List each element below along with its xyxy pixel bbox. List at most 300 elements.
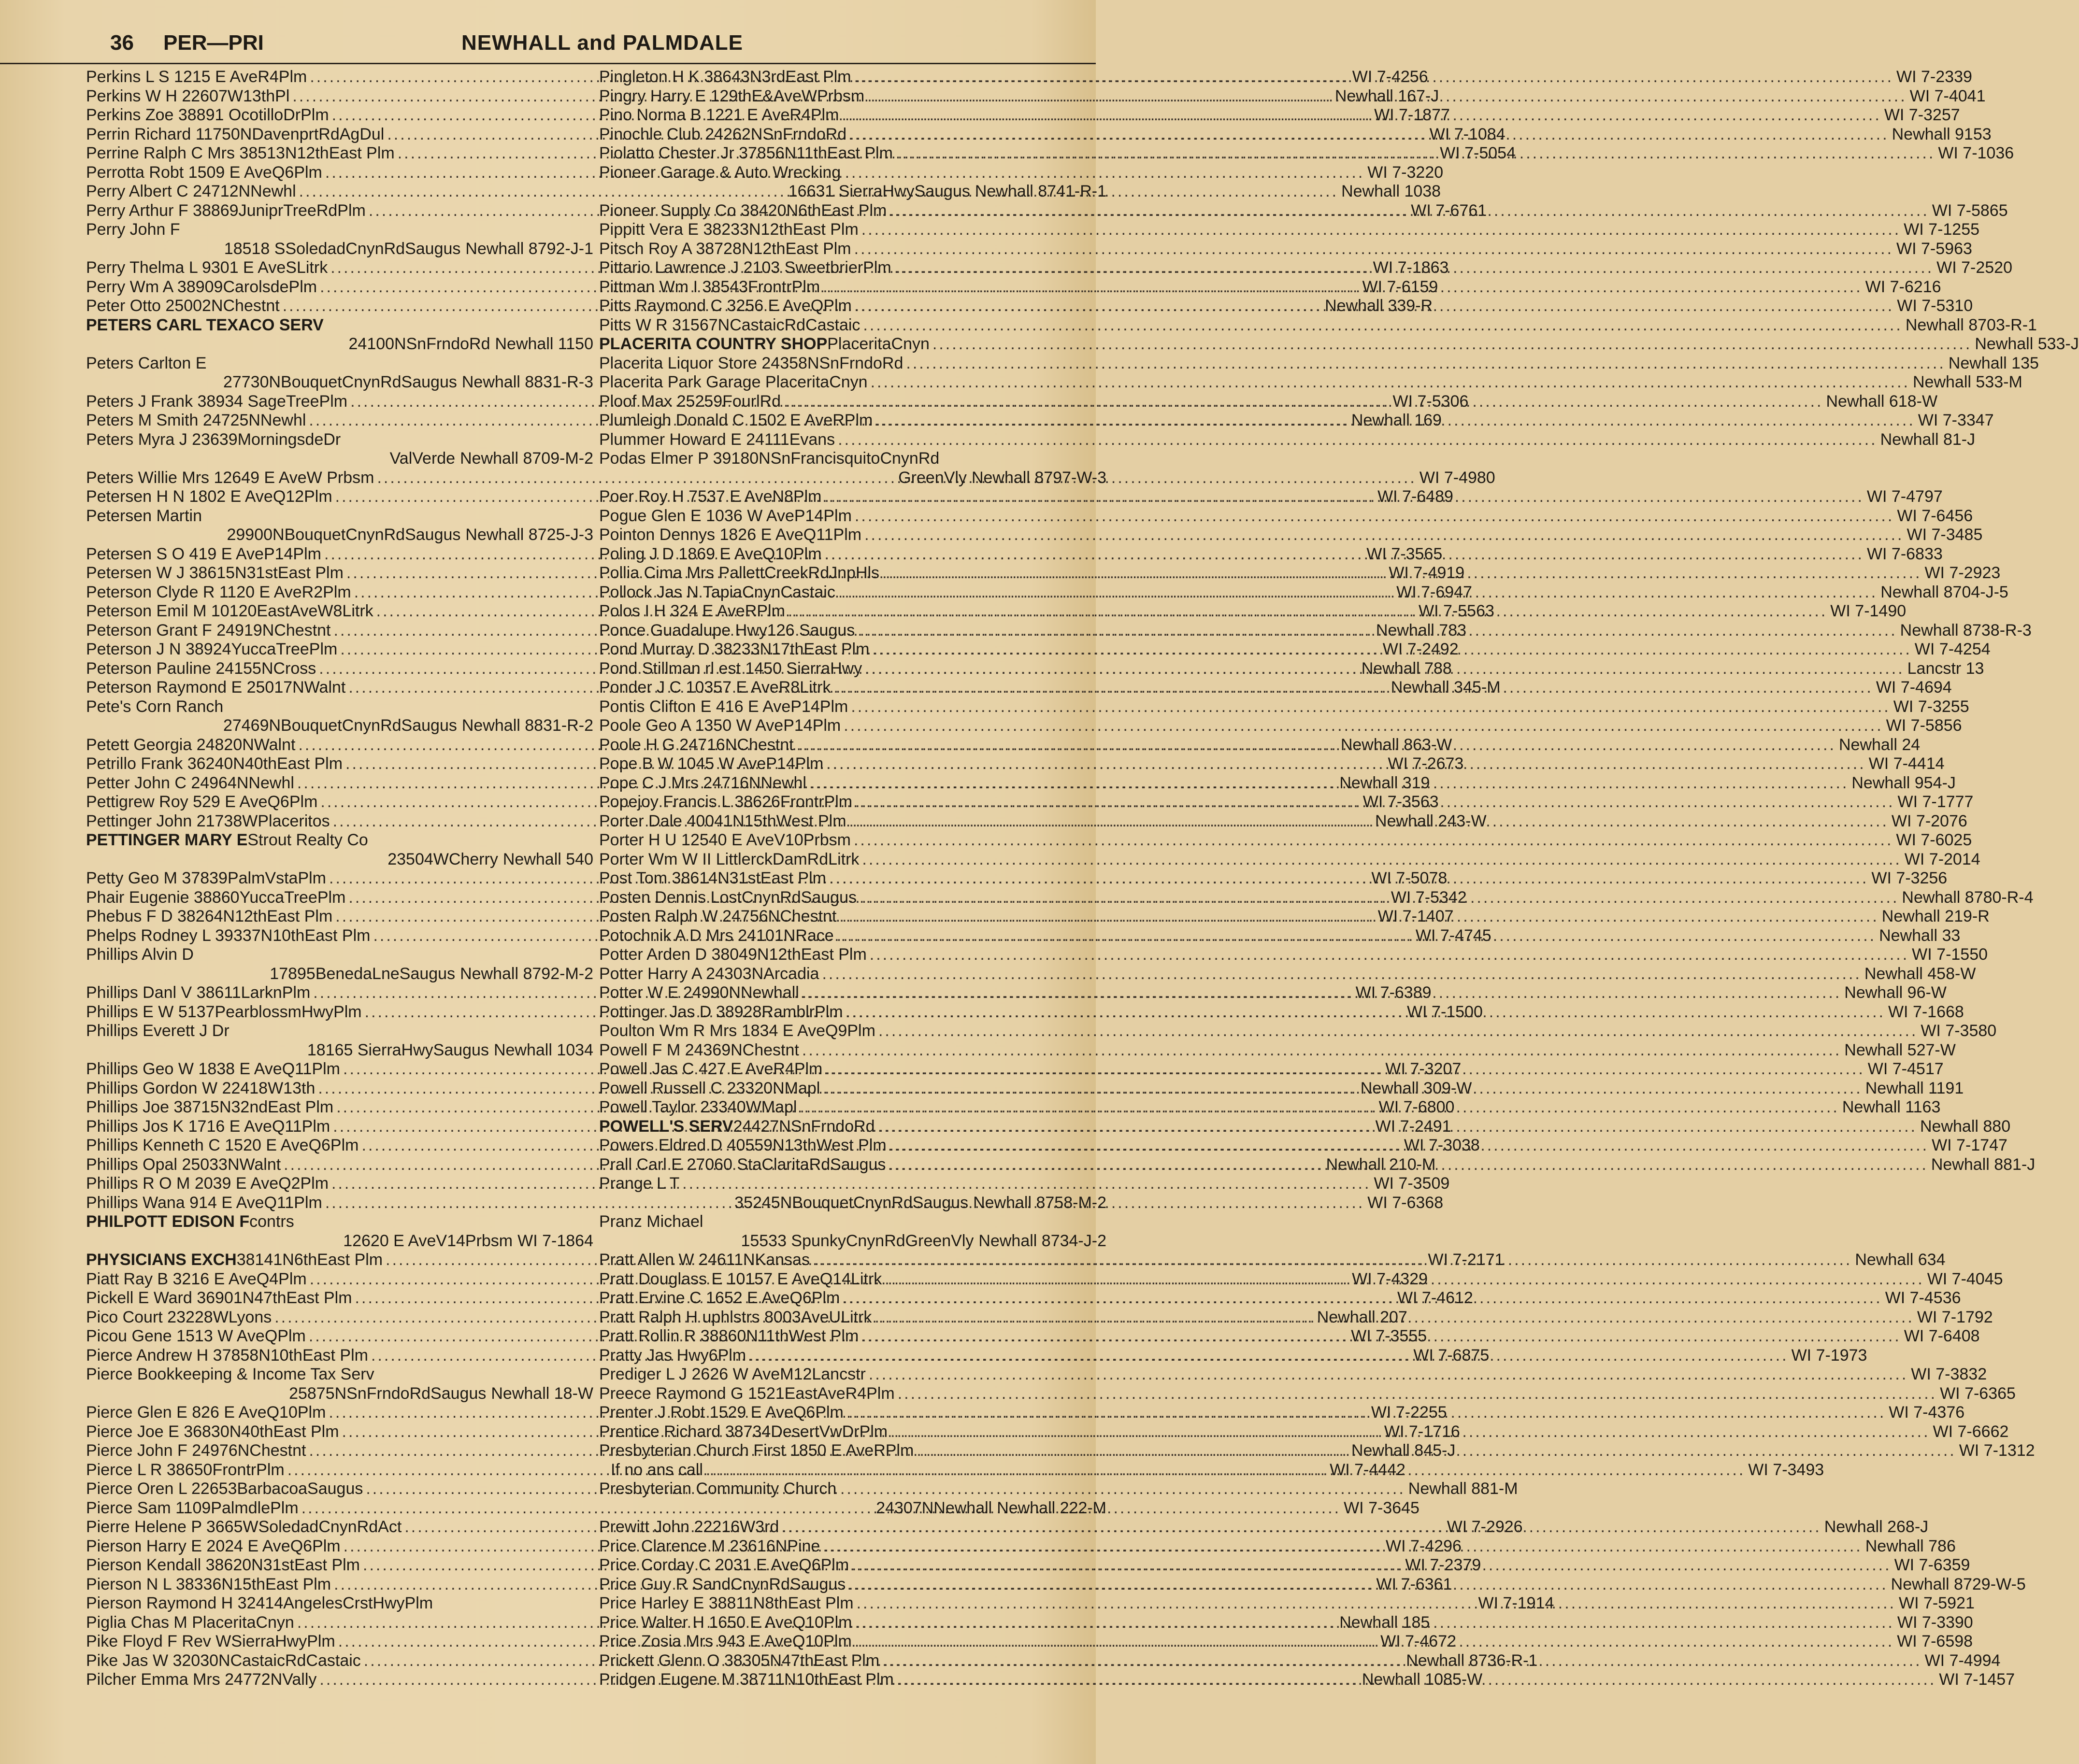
- listing-phone: WI 7-4536: [1885, 1289, 1961, 1307]
- listing-line: [599, 315, 2037, 335]
- listing-phone: Newhall 8725-J-3: [465, 526, 593, 544]
- listing-line: [599, 220, 1980, 240]
- leader-dots: [825, 1060, 1864, 1079]
- listing-entry: [599, 239, 1972, 259]
- listing-phone: WI 7-6025: [1896, 831, 1972, 849]
- listing-name: Pingleton H K 38643N3rdEast Plm: [599, 68, 851, 86]
- listing-line: [599, 964, 1976, 984]
- listing-name: Peters Willie Mrs 12649 E AveW Prbsm: [86, 468, 374, 487]
- listing-phone: Newhall 135: [1948, 354, 2039, 372]
- listing-phone: Newhall 9153: [1892, 125, 1992, 143]
- listing-line: [599, 430, 1976, 450]
- leader-dots: [848, 1575, 1888, 1594]
- listing-phone: Newhall 339-R: [1325, 297, 1433, 315]
- leader-dots: [862, 850, 1901, 869]
- listing-name: Pierce Joe E 36830N40thEast Plm: [86, 1422, 339, 1441]
- leader-dots: [855, 297, 1894, 316]
- listing-line: [599, 850, 1980, 869]
- leader-dots: [864, 526, 1904, 545]
- leader-dots: [854, 240, 1893, 259]
- listing-phone: WI 7-6761: [1411, 201, 1487, 220]
- listing-entry: [599, 831, 1972, 850]
- listing-phone: Newhall 8741-R-1: [975, 182, 1106, 200]
- listing-name: Phillips Wana 914 E AveQ11Plm: [86, 1193, 322, 1212]
- listing-phone: WI 7-6456: [1897, 506, 1973, 525]
- listing-phone: Newhall 8738-R-3: [1900, 621, 2032, 640]
- listing-line: [599, 373, 2022, 392]
- listing-entry: [599, 850, 1980, 869]
- listing-phone: WI 7-4045: [1927, 1269, 2003, 1288]
- listing-name: Pierce Oren L 22653BarbacoaSaugus: [86, 1479, 363, 1498]
- listing-phone: WI 7-4414: [1868, 754, 1945, 773]
- leader-dots: [854, 831, 1893, 850]
- listing-name: Pope B W 1045 W AveP14Plm: [599, 754, 824, 773]
- listing-entry: [86, 945, 593, 983]
- listing-phone: Newhall 786: [1865, 1536, 1956, 1555]
- listing-continuation: [599, 1499, 1106, 1518]
- leader-dots: [932, 335, 1972, 354]
- listing-name: Prediger L J 2626 W AveM12Lancstr: [599, 1365, 866, 1383]
- listing-name: Phillips Danl V 38611LarknPlm: [86, 983, 311, 1002]
- listing-phone: Newhall 309-W: [1360, 1079, 1472, 1097]
- listing-continuation: [86, 716, 593, 736]
- listing-name: Pittman Wm I 38543FrontrPlm: [599, 277, 820, 296]
- listing-address: 24100NSnFrndoRd: [348, 335, 490, 353]
- listing-name: Pete's Corn Ranch: [86, 697, 224, 716]
- listing-name: Pratt Ervine C 1652 E AveQ6Plm: [599, 1289, 840, 1307]
- listing-name: Podas Elmer P 39180NSnFrancisquitoCnynRd: [599, 449, 940, 468]
- listing-phone: WI 7-5078: [1371, 869, 1448, 887]
- listing-name: Pino Norma B 1221 E AveR4Plm: [599, 106, 839, 124]
- listing-phone: Newhall 533-M: [1913, 373, 2022, 391]
- listing-entry: [599, 964, 1976, 984]
- listing-phone: WI 7-1500: [1407, 1002, 1483, 1021]
- listing-name: Pike Floyd F Rev WSierraHwyPlm: [86, 1632, 335, 1650]
- listing-line: [599, 526, 1983, 545]
- listing-name: Pettinger John 21738WPlaceritos: [86, 811, 330, 830]
- listing-phone: Newhall 634: [1855, 1251, 1946, 1269]
- listing-phone: WI 7-4919: [1389, 564, 1465, 582]
- listing-phone: WI 7-4745: [1415, 926, 1491, 945]
- listing-phone: WI 7-1550: [1912, 945, 1988, 964]
- listing-name: Peter Otto 25002NChestnt: [86, 297, 280, 315]
- listing-name: Prall Carl E 27060 StaClaritaRdSaugus: [599, 1155, 886, 1174]
- listing-name: Perrotta Robt 1509 E AveQ6Plm: [86, 163, 322, 182]
- leader-dots: [851, 697, 1890, 717]
- listing-line: [599, 1212, 1106, 1232]
- listing-name: Peterson J N 38924YuccaTreePlm: [86, 640, 338, 658]
- listing-name: Post Tom 38614N31stEast Plm: [599, 869, 826, 887]
- listing-phone: Newhall 1150: [495, 335, 593, 353]
- listing-name: Phillips Everett J Dr: [86, 1022, 229, 1040]
- listing-phone: WI 7-3509: [1374, 1174, 1450, 1193]
- listing-entry: [599, 335, 2079, 354]
- leader-dots: [885, 1270, 1924, 1289]
- listing-address: 23504WCherry: [387, 850, 498, 868]
- listing-name: Ponce Guadalupe Hwy126 Saugus: [599, 621, 855, 640]
- listing-entry: [599, 449, 1106, 487]
- listing-phone: Newhall 1163: [1842, 1098, 1941, 1116]
- listing-name: Peterson Raymond E 25017NWalnt: [86, 678, 346, 697]
- listing-phone: WI 7-1716: [1384, 1422, 1460, 1441]
- listing-entry: [599, 354, 2039, 373]
- listing-name: Pierson Raymond H 32414AngelesCrstHwyPlm: [86, 1594, 433, 1612]
- listing-entry: [86, 316, 593, 354]
- listing-continuation: [86, 240, 593, 259]
- leader-dots: [890, 1423, 1930, 1442]
- listing-name: PETTINGER MARY E: [86, 831, 248, 849]
- listing-phone: WI 7-4612: [1397, 1289, 1473, 1307]
- listing-phone: WI 7-2379: [1405, 1556, 1481, 1574]
- listing-phone: Newhall 8703-R-1: [1905, 315, 2037, 334]
- listing-address: ValVerde: [389, 449, 456, 468]
- listing-entry: [599, 526, 1983, 545]
- leader-dots: [797, 736, 1836, 755]
- listing-phone: WI 7-1777: [1897, 793, 1974, 811]
- listing-name: Ponder J C 10357 E AveR8Litrk: [599, 678, 831, 697]
- listing-phone: Newhall 8780-R-4: [1902, 888, 2034, 907]
- listing-phone: WI 7-1457: [1939, 1670, 2015, 1689]
- listing-continuation: [86, 526, 593, 545]
- listing-line: [599, 506, 1973, 526]
- listing-phone: WI 7-3220: [1367, 163, 1444, 182]
- listing-line: [599, 716, 1962, 736]
- listing-name: PHYSICIANS EXCH: [86, 1251, 237, 1269]
- listing-name: Poole Geo A 1350 W AveP14Plm: [599, 716, 841, 735]
- listing-line: [599, 697, 1969, 717]
- listing-phone: WI 7-4254: [1914, 640, 1991, 658]
- listing-name: Phillips Joe 38715N32ndEast Plm: [86, 1098, 334, 1116]
- listing-address: 17895BenedaLneSaugus: [270, 964, 456, 983]
- listing-line: [599, 335, 2079, 354]
- listing-name: Pratt Ralph H uphlstrs 8003AveULitrk: [599, 1308, 872, 1326]
- listing-continuation: [599, 1232, 1106, 1251]
- listing-line: [599, 239, 1972, 259]
- listing-phone: WI 7-1973: [1791, 1346, 1867, 1365]
- leader-dots: [861, 220, 1901, 240]
- listing-address: 15533 SpunkyCnynRdGreenVly: [741, 1231, 974, 1250]
- listing-phone: Newhall 8729-W-5: [1891, 1575, 2026, 1593]
- listing-phone: Newhall 954-J: [1851, 773, 1956, 792]
- listing-name: Potter Arden D 38049N12thEast Plm: [599, 945, 867, 964]
- leader-dots: [870, 945, 1909, 965]
- listing-name: POWELL'S SERV: [599, 1117, 733, 1136]
- listing-name: Pingry Harry E 129thE&AveWPrbsm: [599, 86, 865, 105]
- listing-name: Phillips R O M 2039 E AveQ2Plm: [86, 1174, 329, 1193]
- listing-phone: WI 7-1407: [1377, 907, 1454, 925]
- listing-phone: WI 7-1863: [1373, 258, 1449, 277]
- leader-dots: [896, 144, 1935, 163]
- listing-name: Petter John C 24964NNewhl: [86, 773, 294, 792]
- listing-line: [86, 507, 593, 526]
- listing-line: [86, 1212, 593, 1232]
- listing-phone: WI 7-4296: [1386, 1536, 1462, 1555]
- leader-dots: [809, 774, 1849, 793]
- listing-phone: WI 7-6598: [1897, 1632, 1973, 1650]
- listing-phone: WI 7-4329: [1352, 1269, 1428, 1288]
- listing-entry: [86, 507, 593, 545]
- listing-phone: WI 7-6359: [1894, 1556, 1970, 1574]
- leader-dots: [878, 1117, 1917, 1137]
- listing-phone: Newhall 243-W: [1375, 811, 1487, 830]
- listing-name: Pitts Raymond C 3256 E AveQPlm: [599, 297, 852, 315]
- listing-name: Perkins W H 22607W13thPl: [86, 86, 290, 105]
- listing-name: Powers Eldred D 40559N13thWest Plm: [599, 1136, 887, 1154]
- listing-name: Pioneer Garage & Auto Wrecking: [599, 163, 841, 182]
- listing-address: GreenVly: [898, 468, 967, 487]
- listing-phone: WI 7-3493: [1748, 1460, 1824, 1479]
- listing-name: Pierce Bookkeeping & Income Tax Serv: [86, 1365, 374, 1383]
- leader-dots: [855, 793, 1894, 812]
- listing-address: 18518 SSoledadCnynRdSaugus: [224, 239, 461, 258]
- listing-entry: [599, 697, 1969, 717]
- leader-dots: [869, 1365, 1908, 1384]
- leader-dots: [813, 1251, 1852, 1270]
- listing-continuation: [86, 1041, 593, 1060]
- listing-name: Pierce John F 24976NChestnt: [86, 1441, 306, 1460]
- leader-dots: [784, 392, 1823, 412]
- listing-entry: [599, 1479, 1106, 1518]
- listing-phone: WI 7-3256: [1871, 869, 1948, 887]
- listing-detail: PlaceritaCnyn: [827, 335, 930, 353]
- listing-name: Peterson Grant F 24919NChestnt: [86, 621, 331, 640]
- listing-name: Pierson Harry E 2024 E AveQ6Plm: [86, 1536, 341, 1555]
- listing-entry: [599, 1022, 1997, 1041]
- listing-phone: Newhall 881-J: [1931, 1155, 2036, 1174]
- listing-name: Phillips Geo W 1838 E AveQ11Plm: [86, 1060, 341, 1078]
- listing-phone: Newhall 24: [1838, 735, 1921, 754]
- listing-line: [599, 1479, 1106, 1499]
- listing-entry: [86, 220, 593, 258]
- listing-phone: Newhall 81-J: [1880, 430, 1976, 449]
- listing-phone: WI 7-3207: [1385, 1060, 1462, 1078]
- leader-dots: [882, 564, 1921, 583]
- listing-name: Phair Eugenie 38860YuccaTreePlm: [86, 888, 346, 907]
- listing-entry: [86, 430, 593, 469]
- listing-address: 24307NNewhall: [876, 1498, 992, 1517]
- listing-name: Pollia Cima Mrs PallettCreekRdJnpHls: [599, 564, 880, 582]
- listing-name: Prentice Richard 38734DesertVwDrPlm: [599, 1422, 888, 1441]
- listing-phone: WI 7-6408: [1904, 1327, 1980, 1345]
- listing-name: Perrine Ralph C Mrs 38513N12thEast Plm: [86, 144, 395, 162]
- listing-phone: WI 7-6389: [1355, 983, 1432, 1002]
- leader-dots: [844, 716, 1883, 736]
- listing-name: Price Clarence M 23616NPine: [599, 1536, 820, 1555]
- leader-dots: [842, 106, 1881, 125]
- listing-name: Prange L T: [599, 1174, 680, 1193]
- listing-name: Potter Harry A 24303NArcadia: [599, 964, 819, 983]
- listing-phone: WI 7-5054: [1440, 144, 1516, 162]
- listing-continuation: [599, 182, 1106, 201]
- listing-name: Pratt Douglass E 10157 E AveQ14Litrk: [599, 1269, 882, 1288]
- listing-phone: WI 7-6875: [1413, 1346, 1490, 1365]
- listing-phone: WI 7-6361: [1376, 1575, 1452, 1593]
- listing-name: Placerita Park Garage PlaceritaCnyn: [599, 373, 868, 391]
- listing-phone: WI 7-1668: [1888, 1002, 1964, 1021]
- listing-phone: WI 7-6800: [1378, 1098, 1455, 1116]
- listing-name: Phelps Rodney L 39337N10thEast Plm: [86, 926, 371, 945]
- leader-dots: [839, 907, 1878, 926]
- listing-phone: Newhall 8792-M-2: [460, 964, 593, 983]
- listing-phone: WI 7-3257: [1884, 106, 1960, 124]
- listing-name: Pierce L R 38650FrontrPlm: [86, 1460, 285, 1479]
- listing-phone: Newhall 169: [1351, 411, 1442, 429]
- leader-dots: [788, 602, 1827, 621]
- listing-entry: [86, 354, 593, 392]
- listing-line: [599, 1384, 2016, 1404]
- listing-phone: WI 7-6368: [1367, 1193, 1444, 1212]
- listing-entry: [86, 1022, 593, 1060]
- listing-phone: WI 7-4797: [1866, 487, 1943, 506]
- listing-phone: WI 7-2926: [1447, 1518, 1523, 1536]
- listing-name: Potter W E 24990NNewhall: [599, 983, 799, 1002]
- leader-dots: [898, 1384, 1937, 1404]
- leader-dots: [855, 507, 1894, 526]
- leader-dots: [823, 1079, 1862, 1098]
- leader-dots: [894, 258, 1934, 278]
- listing-phone: WI 7-1877: [1374, 106, 1450, 124]
- listing-name: Polos I H 324 E AveRPlm: [599, 602, 785, 620]
- listing-phone: WI 7-5310: [1897, 297, 1973, 315]
- listing-phone: Newhall 788: [1361, 659, 1452, 678]
- listing-name: Pike Jas W 32030NCastaicRdCastaic: [86, 1651, 361, 1670]
- listing-entry: [599, 1365, 1987, 1384]
- listing-entry: [599, 1174, 1106, 1212]
- listing-phone: WI 7-4376: [1889, 1403, 1965, 1422]
- listing-line: [599, 1040, 1956, 1060]
- leader-dots: [860, 888, 1899, 908]
- listing-phone: WI 7-1747: [1932, 1136, 2007, 1154]
- leader-dots: [857, 1594, 1896, 1613]
- listing-phone: Newhall 185: [1339, 1613, 1430, 1632]
- listing-name: Pond Stillman rl est 1450 SierraHwy: [599, 659, 862, 678]
- listing-name: Petett Georgia 24820NWalnt: [86, 735, 296, 754]
- listing-name: Pope C J Mrs 24716NNewhl: [599, 773, 806, 792]
- leader-dots: [823, 1537, 1862, 1556]
- listing-name: PETERS CARL TEXACO SERV: [86, 315, 324, 334]
- listing-phone: WI 7-1864: [517, 1231, 593, 1250]
- leader-dots: [829, 869, 1868, 888]
- listing-address: 16631 SierraHwySaugus: [788, 182, 970, 200]
- listing-name: Popejoy Francis L 38626FrontrPlm: [599, 793, 853, 811]
- listing-phone: Newhall 219-R: [1881, 907, 1990, 925]
- listing-phone: WI 7-1792: [1917, 1308, 1993, 1326]
- listing-phone: WI 7-4256: [1352, 68, 1428, 86]
- listing-name: Ploof Max 25259FourlRd: [599, 392, 781, 411]
- listing-name: Poole H G 24716NChestnt: [599, 735, 794, 754]
- letter-range: PER—PRI: [163, 31, 264, 55]
- listing-phone: WI 7-2255: [1371, 1403, 1447, 1422]
- listing-phone: Newhall 8736-R-1: [1406, 1651, 1538, 1670]
- leader-dots: [871, 373, 1910, 392]
- listing-name: Posten Ralph W 24756NChestnt: [599, 907, 837, 925]
- listing-name: Peters Carlton E: [86, 354, 207, 372]
- listing-phone: WI 7-3645: [1344, 1498, 1419, 1517]
- listing-phone: Newhall 1038: [1341, 182, 1441, 200]
- listing-line: [86, 697, 593, 717]
- listing-phone: WI 7-5563: [1419, 602, 1494, 620]
- listing-phone: Newhall 881-M: [1408, 1479, 1518, 1498]
- leader-dots: [846, 1003, 1885, 1022]
- listing-phone: WI 7-4442: [1330, 1460, 1405, 1479]
- listing-entry: [599, 506, 1973, 526]
- listing-name: Peters M Smith 24725NNewhl: [86, 411, 306, 429]
- listing-name: Phillips Kenneth C 1520 E AveQ6Plm: [86, 1136, 359, 1154]
- listing-phone: WI 7-1255: [1904, 220, 1980, 239]
- page-number: 36: [110, 31, 134, 55]
- listing-phone: Newhall 210-M: [1326, 1155, 1436, 1174]
- listing-address: 27730NBouquetCnynRdSaugus: [223, 373, 457, 391]
- listing-name: Petty Geo M 37839PalmVstaPlm: [86, 869, 327, 887]
- listing-continuation: [86, 1384, 593, 1404]
- listing-phone: WI 7-4517: [1867, 1060, 1944, 1078]
- listing-phone: WI 7-1490: [1830, 602, 1907, 620]
- listing-name: Pratt Rollin R 38860N11thWest Plm: [599, 1327, 859, 1345]
- leader-dots: [825, 487, 1864, 507]
- leader-dots: [822, 965, 1861, 984]
- listing-detail: Strout Realty Co: [247, 831, 368, 849]
- listing-phone: WI 7-1914: [1478, 1594, 1554, 1612]
- listing-phone: WI 7-3038: [1404, 1136, 1480, 1154]
- listing-continuation: [86, 965, 593, 984]
- listing-address: 12620 E AveV14Prbsm: [343, 1231, 513, 1250]
- listing-phone: WI 7-4694: [1876, 678, 1952, 697]
- listing-name: Pettigrew Roy 529 E AveQ6Plm: [86, 793, 318, 811]
- listing-phone: WI 7-6159: [1362, 277, 1438, 296]
- listing-name: Potochnik A D Mrs 24101NRace: [599, 926, 834, 945]
- leader-dots: [833, 678, 1873, 697]
- listing-name: Pontis Clifton E 416 E AveP14Plm: [599, 697, 848, 716]
- listing-detail: 24427NSnFrndoRd: [733, 1117, 875, 1136]
- listing-phone: WI 7-2520: [1936, 258, 2012, 277]
- leader-dots: [800, 1098, 1839, 1117]
- leader-dots: [823, 278, 1862, 297]
- listing-phone: Newhall 1034: [493, 1040, 593, 1059]
- listing-name: Perkins L S 1215 E AveR4Plm: [86, 68, 307, 86]
- listing-phone: WI 7-2491: [1375, 1117, 1451, 1136]
- listing-name: Pitts W R 31567NCastaicRdCastaic: [599, 315, 860, 334]
- listing-name: Pond Murray D 38233N17thEast Plm: [599, 640, 870, 658]
- page-title: NEWHALL and PALMDALE: [461, 31, 743, 55]
- listing-entry: [86, 1365, 593, 1403]
- listing-line: [86, 1022, 593, 1041]
- listing-name: Powell Russell C 23320NMapl: [599, 1079, 820, 1097]
- leader-dots: [872, 640, 1911, 659]
- listing-detail: 38141N6thEast Plm: [236, 1251, 383, 1269]
- leader-dots: [838, 430, 1877, 450]
- listing-continuation: [599, 469, 1106, 488]
- leader-dots: [867, 87, 1907, 106]
- listing-line: [86, 945, 593, 965]
- leader-dots: [852, 1556, 1891, 1575]
- listing-name: Phillips E W 5137PearblossmHwyPlm: [86, 1002, 362, 1021]
- listing-name: Price Zosia Mrs 943 E AveQ10Plm: [599, 1632, 852, 1650]
- listing-entry: [599, 1212, 1106, 1251]
- leader-dots: [865, 659, 1904, 679]
- listing-continuation: [86, 373, 593, 392]
- listing-line: [599, 449, 1106, 469]
- listing-name: Phillips Opal 25033NWalnt: [86, 1155, 281, 1174]
- listing-phone: WI 7-5921: [1899, 1594, 1975, 1612]
- listing-phone: WI 7-6947: [1396, 583, 1472, 601]
- listing-line: [86, 354, 593, 373]
- listing-phone: Newhall 96-W: [1844, 983, 1947, 1002]
- listing-phone: WI 7-6365: [1940, 1384, 2016, 1403]
- leader-dots: [849, 812, 1889, 831]
- listing-phone: WI 7-2339: [1896, 68, 1972, 86]
- listing-phone: Newhall 533-J: [1975, 335, 2079, 353]
- listing-phone: WI 7-2492: [1382, 640, 1459, 658]
